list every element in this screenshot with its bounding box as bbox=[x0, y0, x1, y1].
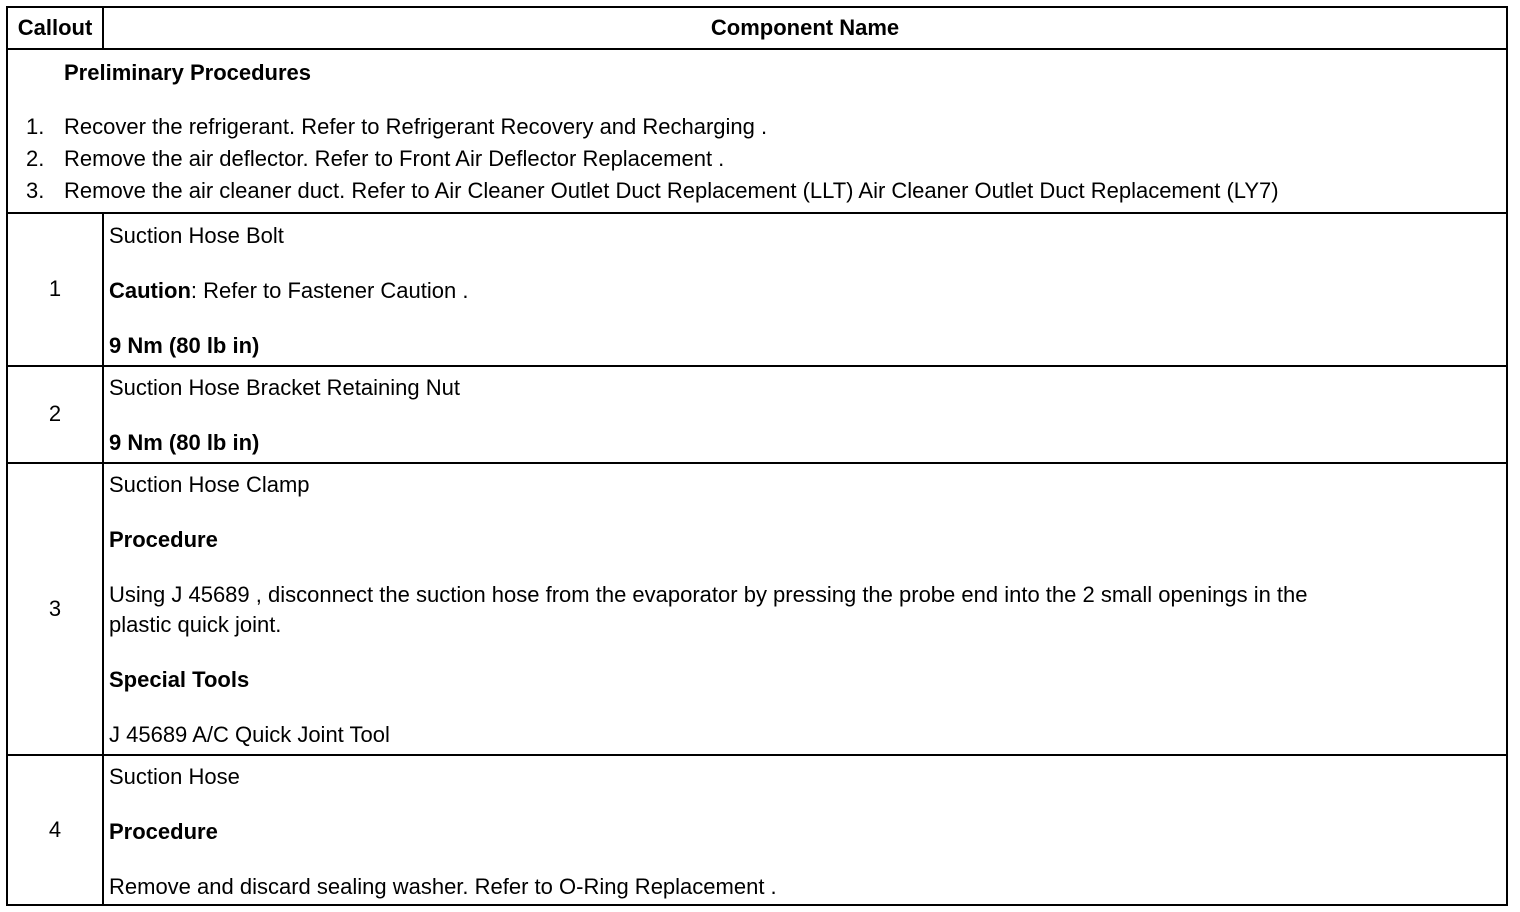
step-number: 1. bbox=[26, 114, 45, 139]
table-row bbox=[8, 755, 1506, 905]
preliminary-title: Preliminary Procedures bbox=[64, 60, 312, 85]
caution-text: : Refer to Fastener Caution . bbox=[190, 278, 469, 303]
component-table bbox=[6, 6, 1508, 906]
table-row bbox=[8, 463, 1506, 754]
step-text: Recover the refrigerant. Refer to Refrigerant Recovery and Recharging . bbox=[64, 114, 768, 139]
preliminary-procedures bbox=[8, 8, 1506, 214]
procedure-text: Remove and discard sealing washer. Refer to O-Ring Replacement . bbox=[109, 874, 777, 899]
caution-note bbox=[109, 279, 468, 303]
callout-number: 3 bbox=[48, 595, 62, 621]
divider bbox=[102, 212, 104, 904]
callout-number: 2 bbox=[48, 401, 62, 426]
callout-number: 4 bbox=[48, 817, 62, 842]
procedure-text: plastic quick joint. bbox=[109, 612, 282, 637]
step-text: Remove the air deflector. Refer to Front Air Deflector Replacement . bbox=[64, 146, 725, 171]
special-tools-text: J 45689 A/C Quick Joint Tool bbox=[109, 722, 390, 747]
procedure-label: Procedure bbox=[109, 819, 218, 844]
table-row bbox=[8, 213, 1506, 365]
component-name: Suction Hose Clamp bbox=[109, 472, 310, 497]
list-item bbox=[26, 147, 724, 171]
torque-spec: 9 Nm (80 lb in) bbox=[109, 333, 260, 358]
header-callout: Callout bbox=[17, 15, 93, 40]
component-name: Suction Hose bbox=[109, 764, 240, 789]
caution-label: Caution bbox=[109, 278, 191, 303]
component-name: Suction Hose Bolt bbox=[109, 223, 284, 248]
table-row bbox=[8, 366, 1506, 462]
callout-number: 1 bbox=[48, 276, 62, 301]
component-name: Suction Hose Bracket Retaining Nut bbox=[109, 375, 460, 400]
procedure-label: Procedure bbox=[109, 527, 218, 552]
list-item bbox=[26, 179, 1279, 203]
special-tools-label: Special Tools bbox=[109, 667, 250, 692]
step-text: Remove the air cleaner duct. Refer to Air Cleaner Outlet Duct Replacement (LLT) Air Cleaner Outlet Duct Replacement (LY7) bbox=[64, 178, 1279, 203]
torque-spec: 9 Nm (80 lb in) bbox=[109, 430, 260, 455]
procedure-text: Using J 45689 , disconnect the suction hose from the evaporator by pressing the probe end into the 2 small openings in the bbox=[109, 582, 1308, 607]
list-item bbox=[26, 115, 767, 139]
header-component-name: Component Name bbox=[710, 15, 900, 40]
step-number: 2. bbox=[26, 146, 45, 171]
step-number: 3. bbox=[26, 178, 45, 203]
